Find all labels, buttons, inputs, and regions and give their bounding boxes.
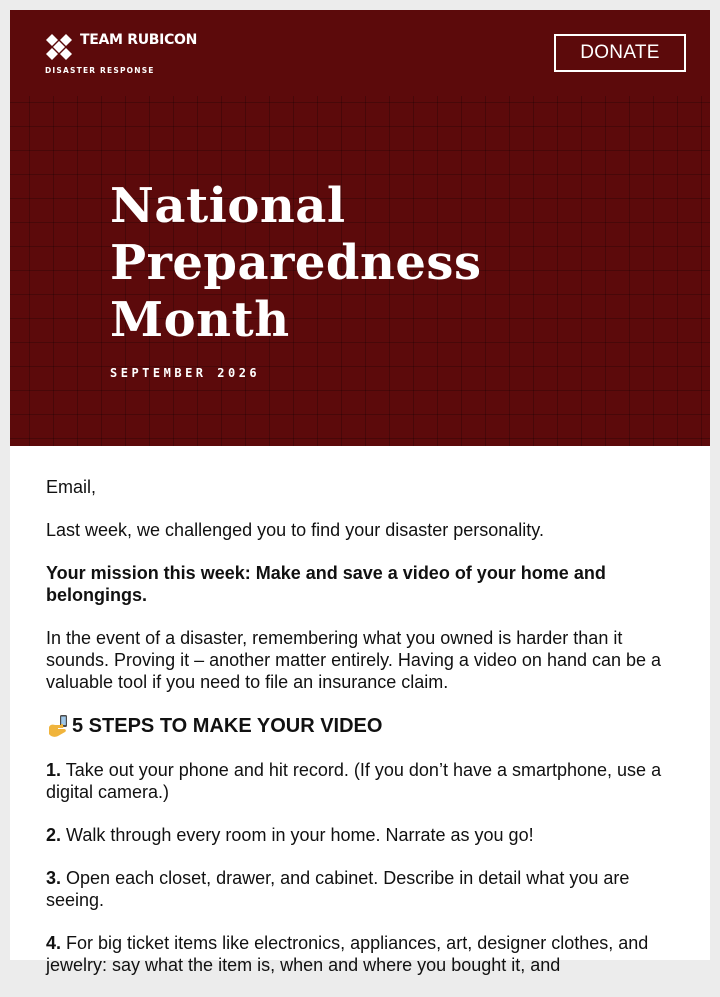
step-text: Walk through every room in your home. Narrate as you go!	[66, 825, 534, 845]
hero-title-line: National	[110, 178, 346, 234]
hand-with-phone-icon	[46, 714, 70, 738]
step-item	[46, 759, 676, 803]
hero-date: SEPTEMBER 2026	[110, 366, 261, 380]
step-text: Open each closet, drawer, and cabinet. Describe in detail what you are seeing.	[46, 868, 630, 910]
step-item	[46, 824, 676, 846]
hero-banner	[10, 10, 710, 446]
donate-button[interactable]: DONATE	[554, 34, 686, 72]
step-number: 3.	[46, 868, 62, 888]
step-number: 4.	[46, 933, 62, 953]
step-number: 1.	[46, 760, 62, 780]
hero-title-line: Preparedness	[110, 235, 482, 291]
logo-tagline: DISASTER RESPONSE	[45, 66, 155, 75]
step-item	[46, 932, 676, 976]
step-item	[46, 867, 676, 911]
email-container	[10, 10, 710, 975]
logo-name: TEAM RUBICON	[80, 32, 198, 48]
intro-paragraph: Last week, we challenged you to find your disaster personality.	[46, 520, 544, 540]
hero-title-line: Month	[110, 292, 290, 348]
mission-statement: Your mission this week: Make and save a video of your home and belongings.	[46, 563, 606, 605]
greeting: Email,	[46, 477, 97, 497]
step-text: Take out your phone and hit record. (If you don’t have a smartphone, use a digital camera.)	[46, 760, 662, 802]
email-body	[46, 476, 676, 997]
team-rubicon-logo-icon	[44, 32, 74, 62]
steps-heading	[46, 714, 676, 738]
step-text: For big ticket items like electronics, appliances, art, designer clothes, and jewelry: say what the item is, when and where you bought it, and	[46, 933, 649, 975]
steps-heading-text: 5 STEPS TO MAKE YOUR VIDEO	[72, 715, 383, 737]
step-number: 2.	[46, 825, 62, 845]
hero-title	[110, 178, 630, 349]
body-paragraph: In the event of a disaster, remembering what you owned is harder than it sounds. Proving it – another matter entirely. Having a video on hand can be a valuable tool if you need to file an insurance claim.	[46, 628, 662, 692]
